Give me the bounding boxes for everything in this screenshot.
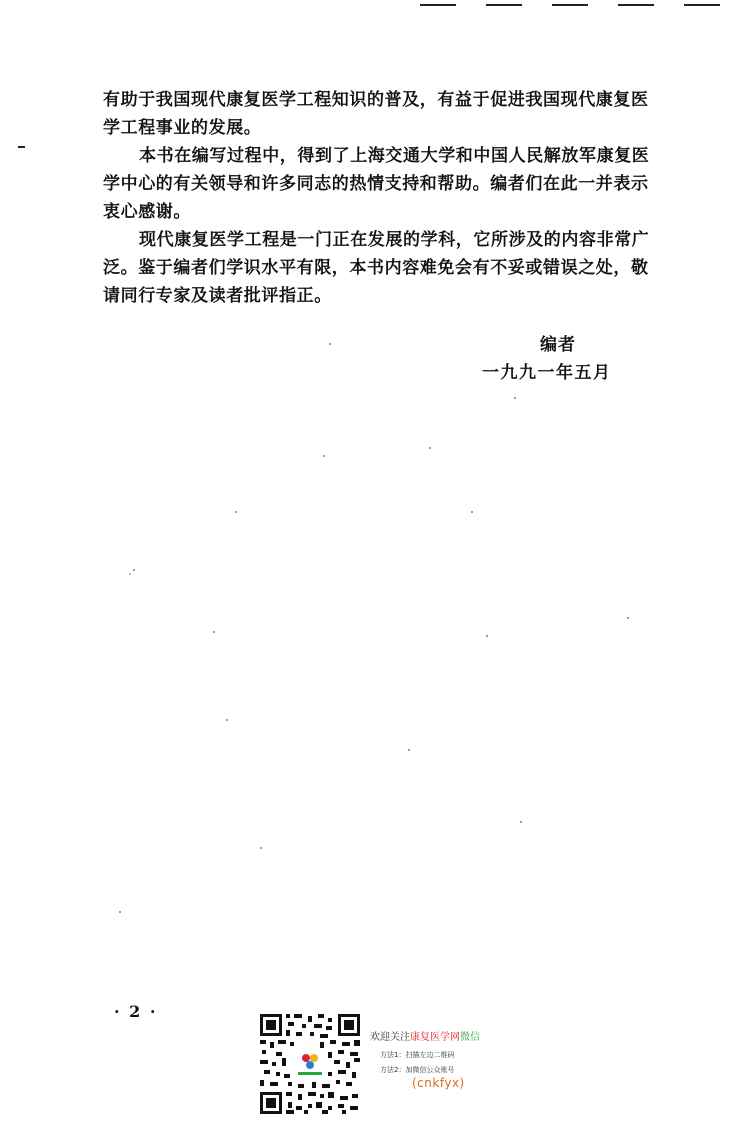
promo-welcome: 欢迎关注康复医学网微信 — [370, 1032, 480, 1043]
preface-body — [103, 86, 663, 310]
promo-text — [370, 1028, 520, 1090]
paragraph-2: 本书在编写过程中，得到了上海交通大学和中国人民解放军康复医学中心的有关领导和许多同志的热情支持和帮助。编者们在此一并表示衷心感谢。 — [103, 146, 650, 222]
wechat-promo — [258, 1012, 518, 1117]
promo-method-2: 方法2：加微信公众账号 — [380, 1066, 455, 1074]
signature-author: 编者 — [540, 335, 576, 355]
paragraph-3: 现代康复医学工程是一门正在发展的学科，它所涉及的内容非常广泛。鉴于编者们学识水平有限，本书内容难免会有不妥或错误之处，敬请同行专家及读者批评指正。 — [103, 230, 650, 306]
promo-method-1: 方法1：扫描左边二维码 — [380, 1051, 455, 1059]
page-number: · 2 · — [114, 1002, 158, 1021]
promo-account: (cnkfyx) — [412, 1076, 465, 1090]
paragraph-1: 有助于我国现代康复医学工程知识的普及，有益于促进我国现代康复医学工程事业的发展。 — [103, 90, 649, 138]
signature-date: 一九九一年五月 — [482, 363, 612, 383]
margin-mark — [18, 146, 25, 148]
promo-wechat: 微信 — [460, 1032, 480, 1043]
promo-brand: 康复医学网 — [410, 1032, 460, 1043]
qr-code-icon[interactable] — [258, 1012, 362, 1116]
top-edge-rules — [410, 0, 747, 8]
